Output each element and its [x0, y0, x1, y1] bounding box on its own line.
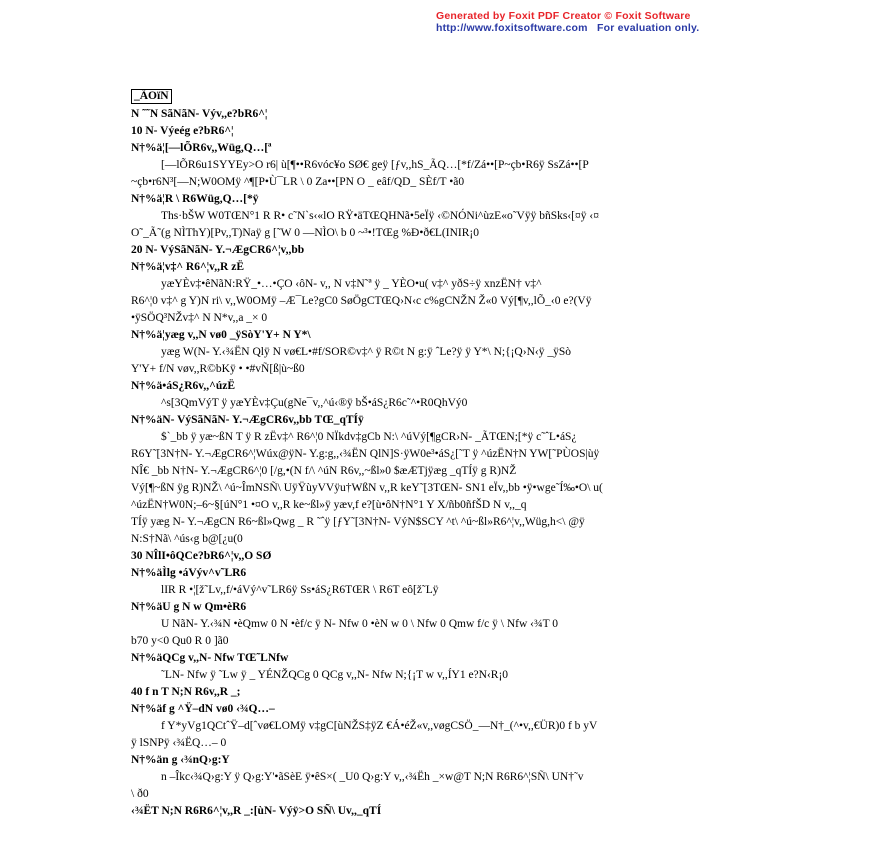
paragraph-line: R6Y˜[3N†N- Y.¬ÆgCR6^¦Wúx@ÿN- Y.g:g,,‹¾ËN QlN]S·ÿW0e³•áS¿[˜T ÿ ^úzËN†N YW[˜PÙOS|ùÿ	[131, 448, 600, 460]
section-heading: 20 N- VýSãNãN- Y.¬ÆgCR6^¦v,,bb	[131, 244, 305, 256]
paragraph-line: \ ð0	[131, 788, 149, 800]
paragraph-line: [—lÕR6u1SYYEy>O r6| ù[¶••R6vóc¥o SØ€ geÿ [ƒv,,hS_ÃQ…[*f/Zá••[P~çb•R6ÿ SsZá••[P	[161, 159, 589, 171]
paragraph-line: O˜_Ã˜(g NÌThY)[Pv,,T)Naÿ g [˜W 0 —NÌO\ b 0 ~³•!TŒg %Ð•ð€L(INIR¡0	[131, 227, 479, 239]
paragraph-line: b70 y<0 Qu0 R 0 ]ã0	[131, 635, 229, 647]
watermark-url-line: http://www.foxitsoftware.com For evaluation only.	[436, 22, 700, 34]
document-title: _ÃOïN	[131, 89, 172, 104]
paragraph-line: f Y*yVg1QCtˆŸ–d[ˆvø€LOMÿ v‡gC[ùNŽS‡ÿZ €Á•éŽ«v,,vøgCSÖ_—N†_(^•v,,€ÜR)0 f b yV	[161, 720, 598, 732]
section-heading: N†%än g ‹¾nQ›g:Y	[131, 754, 230, 766]
paragraph-line: NÎ€ _bb N†N- Y.¬ÆgCR6^¦0 [/g,•(N f/\ ^úN R6v,,~ßl»0 $æÆTjÿæg _qTÍÿ g R)NŽ	[131, 465, 517, 477]
paragraph-line: ^s[3QmVýT ÿ yæYÈv‡Çu(gNe¯v,,^ú‹®ÿ bŠ•áS¿R6c˜^•R0QhVý0	[161, 397, 468, 409]
paragraph-line: ˜LN- Nfw ÿ ˜Lw ÿ _ YÉNŽQCg 0 QCg v,,N- Nfw N;{¡T w v,,ÍY1 e?N‹R¡0	[161, 669, 509, 681]
section-heading: 10 N- Výeég e?bR6^¦	[131, 125, 234, 137]
section-heading: N†%äf g ^Ÿ–dN vø0 ‹¾Q…–	[131, 703, 275, 715]
section-heading: ‹¾ËT N;N R6R6^¦v,,R _:[ùN- Výÿ>O SÑ\ Uv,,_qTÍ	[131, 805, 382, 817]
paragraph-line: •ÿSÖQ³NŽv‡^ N N*v,,a _× 0	[131, 312, 268, 324]
section-heading: N†%ä¦yæg v,,N vø0 _ÿSòY'Y+ N Y*\	[131, 329, 311, 341]
paragraph-line: ~çb•r6N³[—N;W0OMÿ ^¶[P•Ù¯LR \ 0 Za••[PN O _ eâf/QD_ SÈf/T •ã0	[131, 176, 465, 188]
section-heading: N ˜˜N SãNãN- Výv,,e?bR6^¦	[131, 108, 268, 120]
paragraph-line: lIR R •¦[ž˜Lv,,f/•áVý^v˜LR6ÿ Ss•áS¿R6TŒR \ R6T eô[ž˜Lÿ	[161, 584, 439, 596]
evaluation-watermark	[436, 10, 699, 34]
section-heading: N†%ä¦v‡^ R6^¦v,,R zË	[131, 261, 244, 273]
paragraph-line: Vý[¶~ßN ÿg R)NŽ\ ^ú~ÎmNSÑ\ UÿŸùyVVÿu†WßN v,,R keY˜[3TŒN- SN1 eÏv,,bb •ÿ•wge˜Í‰•O\ u(	[131, 482, 603, 494]
paragraph-line: ÿ lSNPÿ ‹¾ËQ…– 0	[131, 737, 227, 749]
section-heading: N†%ä•áS¿R6v,,^úzË	[131, 380, 235, 392]
paragraph-line: N:S†Nã\ ^ús‹g b@[¿u(0	[131, 533, 243, 545]
document-body	[131, 88, 861, 820]
section-heading: N†%äQCg v,,N- Nfw TŒ˜LNfw	[131, 652, 289, 664]
paragraph-line: $`_bb ÿ yæ~ßN T ÿ R zËv‡^ R6^¦0 NÏkdv‡gCb N:\ ^úVý[¶gCR›N- _ÃTŒN;[*ÿ c˜ˆL•áS¿	[161, 431, 577, 443]
document-lines	[131, 106, 861, 820]
paragraph-line: TÍÿ yæg N- Y.¬ÆgCN R6~ßl»Qwg _ R ˜ˆÿ [ƒY˜[3N†N- VýN$SCY ^t\ ^ú~ßl»R6^¦v,,Wüg,h<\ @ÿ	[131, 516, 585, 528]
paragraph-line: R6^¦0 v‡^ g Y)N ri\ v,,W0OMÿ –Æ¯Le?gC0 SøÖgCTŒQ›N‹c c%gCNŽN Ž«0 Vý[¶v,,lÕ_‹0 e?(Vÿ	[131, 295, 592, 307]
section-heading: 30 NÎlI•ôQCe?bR6^¦v,,O SØ	[131, 550, 272, 562]
paragraph-line: yæg W(N- Y.‹¾ËN Qlÿ N vø€L•#f/SOR©v‡^ ÿ R©t N g:ÿ ˆLe?ÿ ÿ Y*\ N;{¡Q›N‹ÿ _ÿSò	[161, 346, 571, 358]
section-heading: N†%äU g N w Qm•èR6	[131, 601, 247, 613]
paragraph-line: Y'Y+ f/N vøv,,R©bKÿ • •#vÑ[ß|ù~ß0	[131, 363, 305, 375]
paragraph-line: n –Îkc‹¾Q›g:Y ÿ Q›g:Y'•ãSèE ÿ•êS×( _U0 Q›g:Y v,,‹¾Ëh _×w@T N;N R6R6^¦SÑ\ UN†˜v	[161, 771, 584, 783]
section-heading: 40 f n T N;N R6v,,R _;	[131, 686, 241, 698]
section-heading: N†%ä¦[—lÕR6v,,Wüg,Q…[ª	[131, 142, 272, 154]
section-heading: N†%ä¦R \ R6Wüg,Q…[*ÿ	[131, 193, 259, 205]
paragraph-line: Ths·bŠW W0TŒN°1 R R• c˜N`s‹«lO RŸ•äTŒQHNã•5eÏÿ ‹©NÓNi^ùzE«o˜Vÿÿ bñSks‹[¤ÿ ‹¤	[161, 210, 599, 222]
paragraph-line: U NãN- Y.‹¾N •èQmw 0 N •èf/c ÿ N- Nfw 0 •èN w 0 \ Nfw 0 Qmw f/c ÿ \ Nfw ‹¾T 0	[161, 618, 559, 630]
section-heading: N†%äN- VýSãNãN- Y.¬ÆgCR6v,,bb TŒ_qTÍÿ	[131, 414, 364, 426]
section-heading: N†%äÌlg •áVýv^v˜LR6	[131, 567, 247, 579]
paragraph-line: yæYÈv‡•êNãN:RŸ_•…•ÇO ‹ôN- v,, N v‡N˜ª ÿ _ YÈO•u( v‡^ yðS÷ÿ xnzËN† v‡^	[161, 278, 542, 290]
paragraph-line: ^úzËN†W0N;–6~§[úN°1 •¤O v,,R ke~ßl»ÿ yæv,f e?[ù•ôN†N°1 Y X/ñb0ñfŠD N v,,_q	[131, 499, 527, 511]
watermark-generator-line: Generated by Foxit PDF Creator © Foxit Software	[436, 10, 691, 22]
